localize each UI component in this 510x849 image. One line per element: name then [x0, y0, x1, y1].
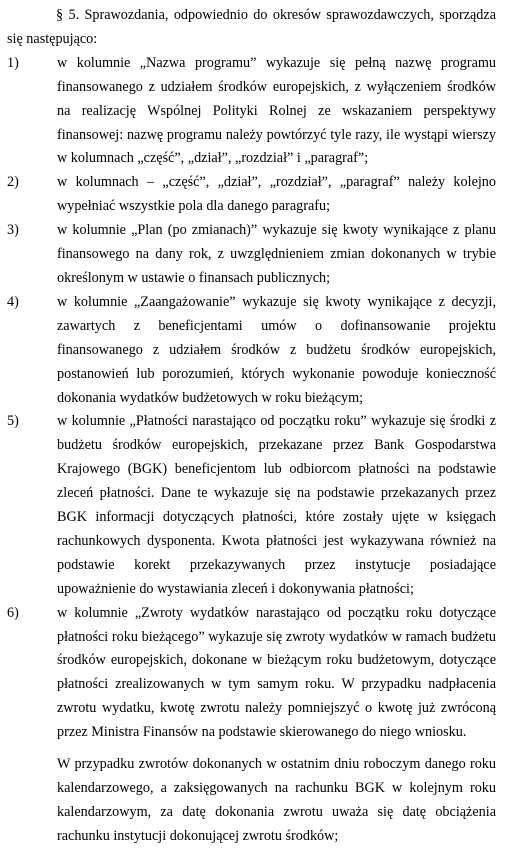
- list-item: [7, 52, 496, 172]
- closing-paragraph: W przypadku zwrotów dokonanych w ostatnim dniu roboczym danego roku kalendarzowego, a zaksięgowanych na rachunku BGK w kolejnym roku kalendarzowym, za datę dokonania zwrotu uważa się datę obciążenia rachunku instytucji dokonującej zwrotu środków;: [57, 756, 496, 844]
- list-item-number: 3): [7, 222, 19, 239]
- list-item: [7, 219, 496, 291]
- list-item-number: 5): [7, 413, 19, 430]
- list-item-text: w kolumnie „Zaangażowanie” wykazuje się kwoty wynikające z decyzji, zawartych z beneficjentami umów o dofinansowanie projektu finansowanego z udziałem środków z budżetu środków europejskich, postanowień lub porozumień, których wykonanie powoduje konieczność dokonania wydatków budżetowych w roku bieżącym;: [57, 293, 496, 406]
- list-item-number: 4): [7, 293, 19, 310]
- list-item-number: 6): [7, 604, 19, 621]
- list-item-text: w kolumnie „Nazwa programu” wykazuje się pełną nazwę programu finansowanego z udziałem środków europejskich, z wyłączeniem środków na realizację Wspólnej Polityki Rolnej ze wskazaniem perspektywy finansowej: nazwę programu należy powtórzyć tyle razy, ile wystąpi wierszy w kolumnach „część”, „dział”, „rozdział” i „paragraf”;: [57, 54, 496, 167]
- list-item: [7, 602, 496, 745]
- list-item-text: w kolumnach – „część”, „dział”, „rozdział”, „paragraf” należy kolejno wypełniać wszystkie pola dla danego paragrafu;: [57, 174, 496, 215]
- list-item-text: w kolumnie „Zwroty wydatków narastająco od początku roku dotyczące płatności roku bieżącego” wykazuje się zwroty wydatków w ramach budżetu środków europejskich, dokonane w bieżącym roku budżetowym, dotyczące płatności zrealizowanych w tym samym roku. W przypadku nadpłacenia zwrotu wydatku, kwotę zwrotu należy pomniejszyć o kwotę już zwróconą przez Ministra Finansów na podstawie skierowanego do niego wniosku.: [57, 604, 496, 741]
- list-item-number: 2): [7, 174, 19, 191]
- list-item-text: w kolumnie „Plan (po zmianach)” wykazuje się kwoty wynikające z planu finansowego na dany rok, z uwzględnieniem zmian dokonanych w trybie określonym w ustawie o finansach publicznych;: [57, 222, 496, 286]
- list-item-number: 1): [7, 54, 19, 71]
- list-item: [7, 291, 496, 411]
- list-item-text: w kolumnie „Płatności narastająco od początku roku” wykazuje się środki z budżetu środków europejskich, przekazane przez Bank Gospodarstwa Krajowego (BGK) beneficjentom lub odbiorcom płatności na podstawie zleceń płatności. Dane te wykazuje się na podstawie przekazanych przez BGK informacji dotyczących płatności, które zostały ujęte w księgach rachunkowych dysponenta. Kwota płatności jest wykazywana również na podstawie korekt przekazywanych przez instytucje posiadające upoważnienie do wystawiania zleceń i dokonywania płatności;: [57, 413, 496, 597]
- section-intro: § 5. Sprawozdania, odpowiednio do okresów sprawozdawczych, sporządza się następująco:: [7, 7, 496, 47]
- list-item: [7, 410, 496, 601]
- list-item: [7, 171, 496, 219]
